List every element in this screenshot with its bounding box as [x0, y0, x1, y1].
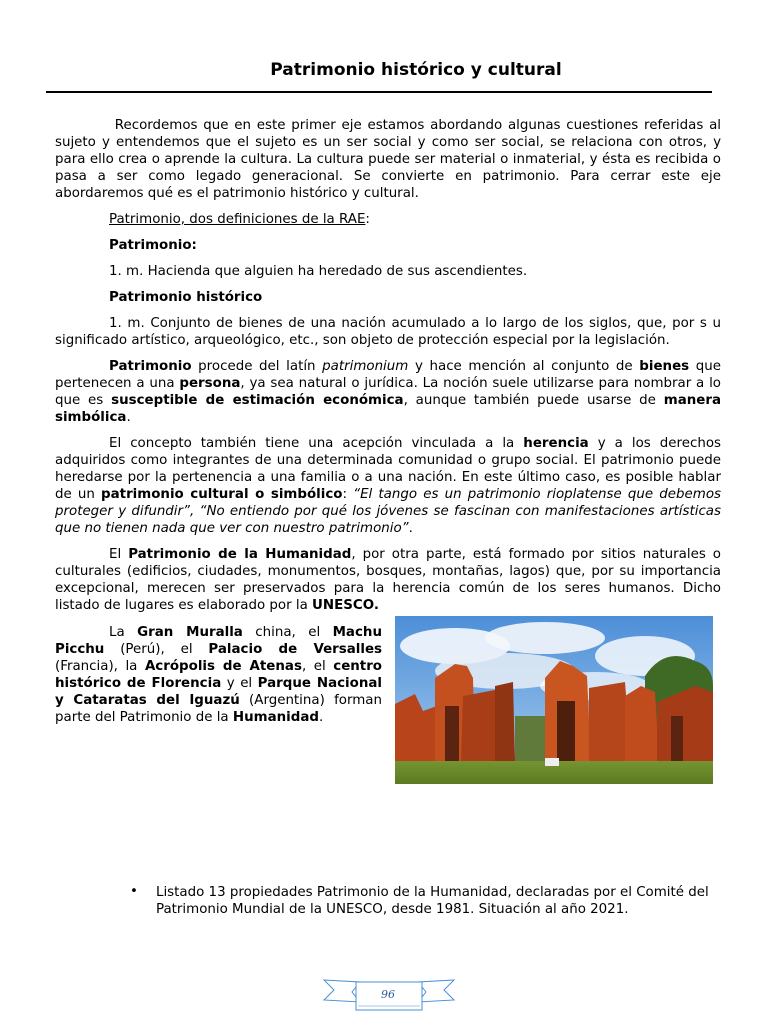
- paragraph-examples: La Gran Muralla china, el Machu Picchu (Perú), el Palacio de Versalles (Francia), la Acrópolis de Atenas, el centro histórico de Florencia y el Parque Nacional y Cataratas del Iguazú (Argentina) forman parte del Patrimonio de la Humanidad.: [55, 625, 383, 725]
- main-text: [55, 117, 721, 614]
- bullet-icon: •: [130, 884, 138, 899]
- ruins-photo: [395, 616, 713, 784]
- paragraph-patrimonio: Patrimonio procede del latín patrimonium y hace mención al conjunto de bienes que pertenecen a una persona, ya sea natural o jurídica. La noción suele utilizarse para nombrar a lo que es susceptible de estimación económica, aunque también puede usarse de manera simbólica.: [55, 359, 721, 425]
- page-number: 96: [381, 988, 395, 1001]
- bullet-item: Listado 13 propiedades Patrimonio de la Humanidad, declaradas por el Comité del Patrimonio Mundial de la UNESCO, desde 1981. Situación al año 2021.: [156, 885, 709, 917]
- paragraph-humanidad: El Patrimonio de la Humanidad, por otra parte, está formado por sitios naturales o culturales (edificios, ciudades, monumentos, bosques, montañas, lagos) que, por su importancia excepcional, merecen ser preservados para la herencia común de los seres humanos. Dicho listado de lugares es elaborado por la UNESCO.: [55, 547, 721, 613]
- rae-heading: Patrimonio, dos definiciones de la RAE:: [109, 212, 370, 227]
- page-title: Patrimonio histórico y cultural: [270, 60, 562, 80]
- definition-2-term: Patrimonio histórico: [109, 290, 263, 305]
- definition-2-text: 1. m. Conjunto de bienes de una nación acumulado a lo largo de los siglos, que, por s u significado artístico, arqueológico, etc., son objeto de protección especial por la legislación.: [55, 316, 721, 348]
- intro-paragraph: Recordemos que en este primer eje estamos abordando algunas cuestiones referidas al sujeto y entendemos que el sujeto es un ser social y como ser social, se relaciona con otros, y para ello crea o aprende la cultura. La cultura puede ser material o inmaterial, y ésta es recibida o pasa a ser como legado generacional. Se convierte en patrimonio. Para cerrar este eje abordaremos qué es el patrimonio histórico y cultural.: [55, 118, 721, 201]
- paragraph-concepto: El concepto también tiene una acepción vinculada a la herencia y a los derechos adquiridos como integrantes de una determinada comunidad o grupo social. El patrimonio puede heredarse por la pertenencia a una familia o a una nación. En este último caso, es posible hablar de un patrimonio cultural o simbólico: “El tango es un patrimonio rioplatense que debemos proteger y difundir”, “No entiendo por qué los jóvenes se fascinan con manifestaciones artísticas que no tienen nada que ver con nuestro patrimonio”.: [55, 436, 721, 536]
- definition-1-term: Patrimonio:: [109, 238, 197, 253]
- title-rule: [46, 91, 712, 93]
- definition-1-text: 1. m. Hacienda que alguien ha heredado de sus ascendientes.: [109, 264, 528, 279]
